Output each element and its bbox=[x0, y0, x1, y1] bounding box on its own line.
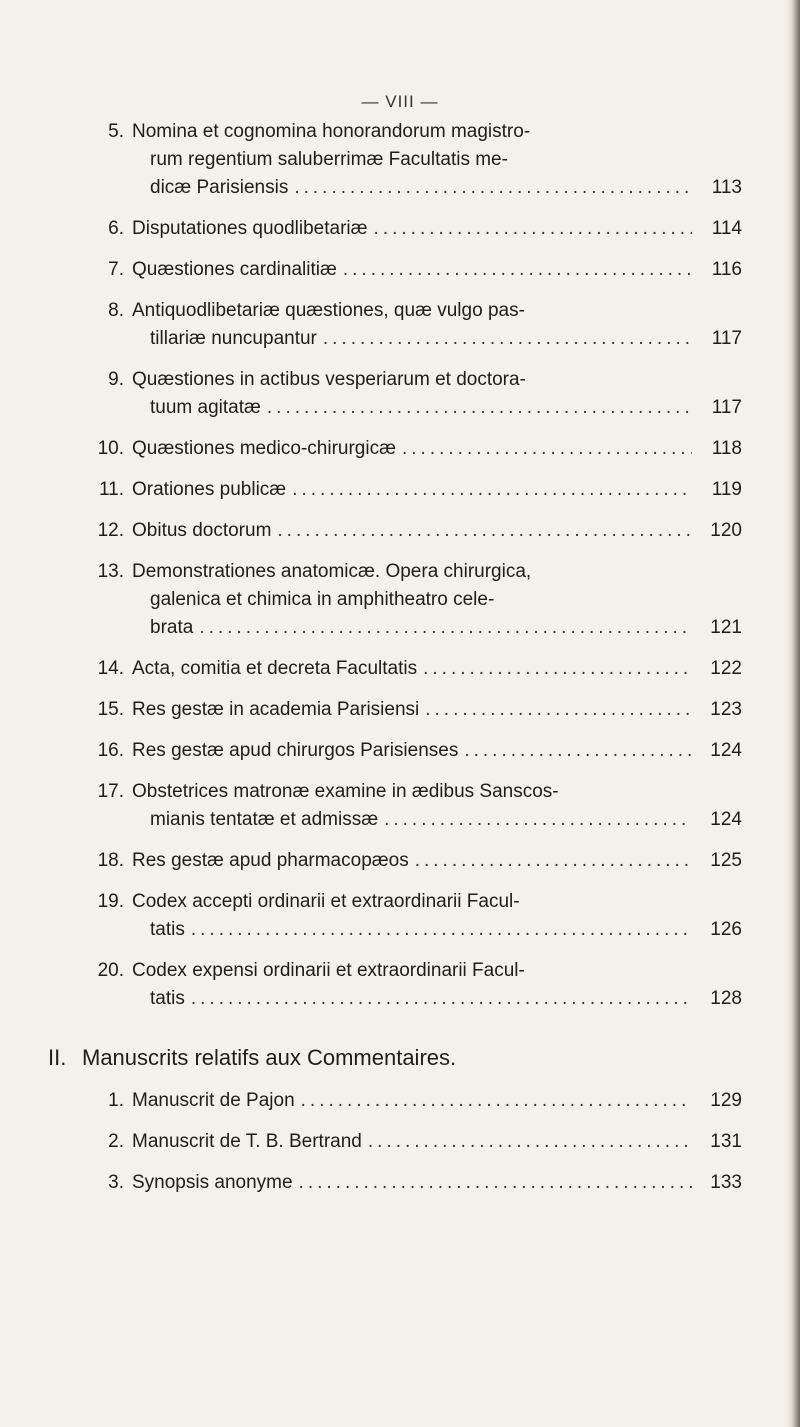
dot-leader bbox=[464, 737, 692, 765]
entry-page-number: 117 bbox=[711, 397, 742, 418]
entry-title-line bbox=[132, 696, 742, 724]
entry-number: 13. bbox=[97, 561, 124, 582]
entry-number: 6. bbox=[108, 218, 124, 239]
entry-title: tuum agitatæ bbox=[150, 397, 261, 418]
entry-number: 9. bbox=[108, 369, 124, 390]
entry-title: tatis bbox=[150, 919, 185, 940]
entry-page-number: 116 bbox=[711, 259, 742, 280]
entry-page-number: 120 bbox=[710, 520, 742, 541]
entry-page-number: 117 bbox=[711, 328, 742, 349]
entry-title-line bbox=[132, 256, 742, 284]
entry-title-line bbox=[132, 1169, 742, 1197]
dot-leader bbox=[343, 256, 692, 284]
entry-line: Codex accepti ordinarii et extraordinarii Facul- bbox=[132, 891, 520, 912]
entry-title: brata bbox=[150, 617, 194, 638]
dot-leader bbox=[423, 655, 692, 683]
entry-title-line bbox=[132, 985, 742, 1013]
entry-title: tillariæ nuncupantur bbox=[150, 328, 317, 349]
entry-number: 11. bbox=[98, 479, 124, 500]
dot-leader bbox=[292, 476, 692, 504]
entry-title: Quæstiones cardinalitiæ bbox=[132, 259, 337, 280]
entry-number: 1. bbox=[108, 1090, 124, 1111]
entry-title: Acta, comitia et decreta Facultatis bbox=[132, 658, 418, 679]
entry-title: Res gestæ apud pharmacopæos bbox=[132, 850, 409, 871]
toc-entry bbox=[52, 476, 742, 504]
entry-title-line bbox=[132, 1128, 742, 1156]
dot-leader bbox=[425, 696, 692, 724]
entry-title-line bbox=[132, 394, 742, 422]
entry-number: 20. bbox=[97, 960, 124, 981]
entry-title-line bbox=[132, 215, 742, 243]
entry-page-number: 124 bbox=[710, 740, 742, 761]
entry-line: Codex expensi ordinarii et extraordinarii Facul- bbox=[132, 960, 525, 981]
entry-title-line bbox=[132, 806, 742, 834]
section-title: Manuscrits relatifs aux Commentaires. bbox=[82, 1045, 457, 1070]
section-entries bbox=[52, 1087, 742, 1197]
entry-page-number: 129 bbox=[710, 1090, 742, 1111]
entry-number: 8. bbox=[108, 300, 124, 321]
toc-entry bbox=[52, 778, 742, 834]
entry-line: Antiquodlibetariæ quæstiones, quæ vulgo pas- bbox=[132, 300, 525, 321]
entry-number: 18. bbox=[97, 850, 124, 871]
entry-page-number: 128 bbox=[710, 988, 742, 1009]
dot-leader bbox=[402, 435, 692, 463]
entry-number: 16. bbox=[97, 740, 124, 761]
table-of-contents bbox=[48, 118, 742, 1210]
entry-title: Orationes publicæ bbox=[132, 479, 287, 500]
dot-leader bbox=[191, 985, 692, 1013]
entry-title: mianis tentatæ et admissæ bbox=[150, 809, 379, 830]
entry-number: 17. bbox=[97, 781, 124, 802]
entry-title-line bbox=[132, 325, 742, 353]
toc-entry bbox=[52, 847, 742, 875]
dot-leader bbox=[301, 1087, 692, 1115]
toc-entry bbox=[52, 1128, 742, 1156]
toc-entry bbox=[52, 1087, 742, 1115]
entry-title: Quæstiones medico-chirurgicæ bbox=[132, 438, 396, 459]
entry-title-line bbox=[132, 916, 742, 944]
entry-title: Manuscrit de T. B. Bertrand bbox=[132, 1131, 362, 1152]
dot-leader bbox=[323, 325, 692, 353]
entry-page-number: 122 bbox=[710, 658, 742, 679]
entry-number: 19. bbox=[97, 891, 124, 912]
section-number: II. bbox=[48, 1045, 67, 1070]
entry-title: Res gestæ in academia Parisiensi bbox=[132, 699, 420, 720]
entry-line: Nomina et cognomina honorandorum magistro- bbox=[132, 121, 531, 142]
toc-entry bbox=[52, 1169, 742, 1197]
entry-number: 15. bbox=[97, 699, 124, 720]
entry-number: 10. bbox=[97, 438, 124, 459]
entry-title: Disputationes quodlibetariæ bbox=[132, 218, 368, 239]
entry-title: dicæ Parisiensis bbox=[150, 177, 289, 198]
entry-page-number: 133 bbox=[710, 1172, 742, 1193]
toc-entry bbox=[52, 366, 742, 422]
dot-leader bbox=[277, 517, 692, 545]
entry-title-line bbox=[132, 435, 742, 463]
entry-line: galenica et chimica in amphitheatro cele- bbox=[150, 589, 495, 610]
entry-page-number: 123 bbox=[710, 699, 742, 720]
entry-page-number: 119 bbox=[711, 479, 742, 500]
entry-line: Obstetrices matronæ examine in ædibus Sanscos- bbox=[132, 781, 559, 802]
entry-title: Obitus doctorum bbox=[132, 520, 272, 541]
entry-page-number: 131 bbox=[710, 1131, 742, 1152]
dot-leader bbox=[191, 916, 692, 944]
entry-title: tatis bbox=[150, 988, 185, 1009]
entry-title-line bbox=[132, 476, 742, 504]
toc-entry bbox=[52, 957, 742, 1013]
page-edge-shadow bbox=[786, 0, 800, 1427]
toc-entry bbox=[52, 558, 742, 642]
dot-leader bbox=[267, 394, 692, 422]
toc-entry bbox=[52, 696, 742, 724]
entry-page-number: 114 bbox=[711, 218, 742, 239]
page-header: — VIII — bbox=[361, 92, 439, 111]
dot-leader bbox=[199, 614, 692, 642]
toc-entry bbox=[52, 655, 742, 683]
entry-title-line bbox=[132, 737, 742, 765]
entry-page-number: 126 bbox=[710, 919, 742, 940]
entry-page-number: 121 bbox=[710, 617, 742, 638]
dot-leader bbox=[299, 1169, 692, 1197]
toc-entry bbox=[52, 297, 742, 353]
entry-title: Manuscrit de Pajon bbox=[132, 1090, 295, 1111]
toc-entry bbox=[52, 737, 742, 765]
entry-title: Res gestæ apud chirurgos Parisienses bbox=[132, 740, 459, 761]
entry-page-number: 125 bbox=[710, 850, 742, 871]
toc-entry bbox=[52, 256, 742, 284]
entry-title-line bbox=[132, 655, 742, 683]
section-heading bbox=[48, 1043, 742, 1073]
entry-page-number: 113 bbox=[711, 177, 742, 198]
entry-number: 3. bbox=[108, 1172, 124, 1193]
entry-title-line bbox=[132, 1087, 742, 1115]
entry-number: 14. bbox=[97, 658, 124, 679]
dot-leader bbox=[294, 174, 692, 202]
entry-page-number: 118 bbox=[711, 438, 742, 459]
toc-entry bbox=[52, 888, 742, 944]
entry-title-line bbox=[132, 517, 742, 545]
entry-number: 12. bbox=[97, 520, 124, 541]
entry-line: Demonstrationes anatomicæ. Opera chirurgica, bbox=[132, 561, 532, 582]
toc-entry bbox=[52, 435, 742, 463]
entry-number: 2. bbox=[108, 1131, 124, 1152]
entry-number: 5. bbox=[108, 121, 124, 142]
entry-title-line bbox=[132, 174, 742, 202]
entry-line: Quæstiones in actibus vesperiarum et doctora- bbox=[132, 369, 526, 390]
entry-page-number: 124 bbox=[710, 809, 742, 830]
toc-entry bbox=[52, 215, 742, 243]
toc-entries bbox=[52, 118, 742, 1013]
toc-entry bbox=[52, 118, 742, 202]
dot-leader bbox=[415, 847, 692, 875]
toc-entry bbox=[52, 517, 742, 545]
entry-title-line bbox=[132, 847, 742, 875]
entry-title-line bbox=[132, 614, 742, 642]
dot-leader bbox=[374, 215, 692, 243]
entry-line: rum regentium saluberrimæ Facultatis me- bbox=[150, 149, 508, 170]
entry-title: Synopsis anonyme bbox=[132, 1172, 293, 1193]
entry-number: 7. bbox=[108, 259, 124, 280]
dot-leader bbox=[384, 806, 692, 834]
dot-leader bbox=[368, 1128, 692, 1156]
